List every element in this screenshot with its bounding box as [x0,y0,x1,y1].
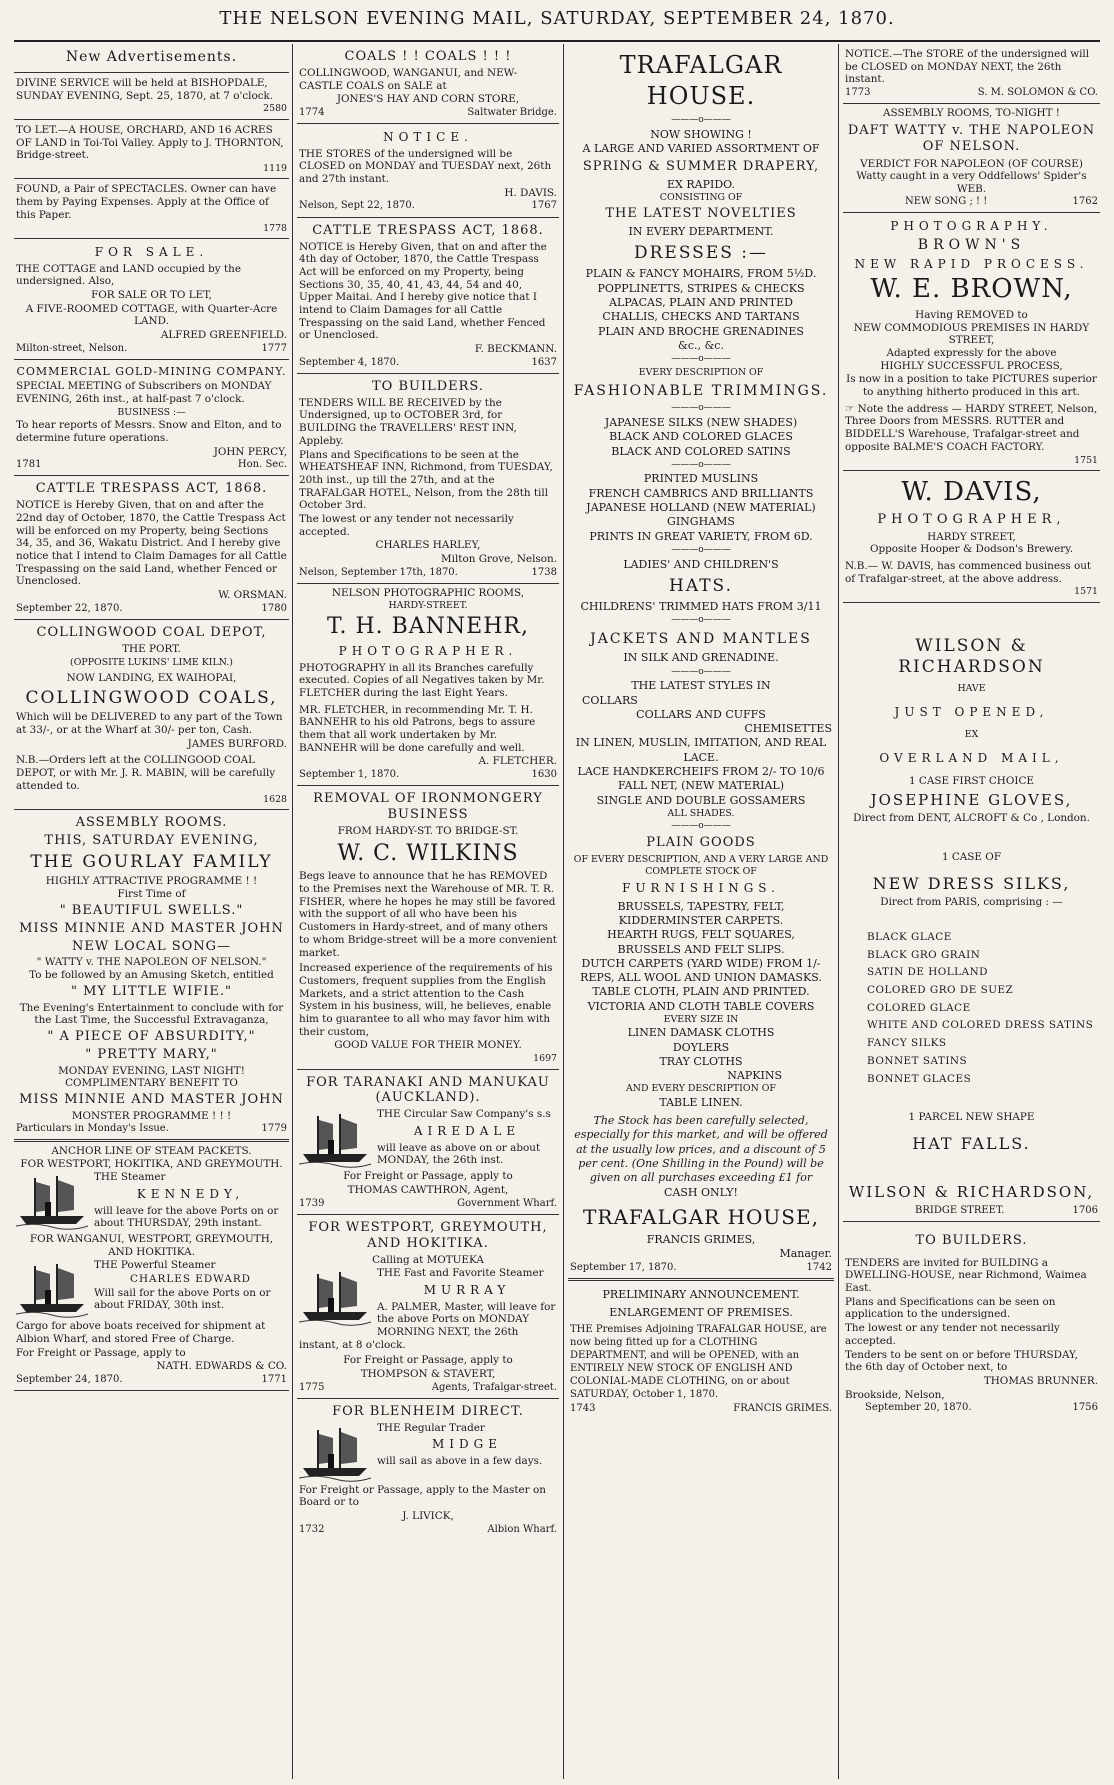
ad-coals: COALS ! ! COALS ! ! ! COLLINGWOOD, WANGANUI, and NEW-CASTLE COALS on SALE at JONES'S HAY AND CORN STORE, 1774 Saltwater Bridge. [297,44,559,124]
ad-notice-solomon: NOTICE.—The STORE of the undersigned will be CLOSED on MONDAY NEXT, the 26th instant. 1773 S. M. SOLOMON & CO. [843,44,1100,104]
ad-westport-murray: FOR WESTPORT, GREYMOUTH, AND HOKITIKA. Calling at MOTUEKA THE Fast and Favorite Steamer MURRAY A. PALMER, Master, will leave for the above Ports on MONDAY MORNING NEXT, the 26th instant, at 8 o'clock. For Freight or Passage, apply to THOMPSON & STAVERT, 1775 Agents, Trafalgar-street. [297,1215,559,1399]
ad-gold-mining: COMMERCIAL GOLD-MINING COMPANY. SPECIAL MEETING of Subscribers on MONDAY EVENING, 26th inst., at half-past 7 o'clock. BUSINESS :— To hear reports of Messrs. Snow and Elton, and to determine future operations. JOHN PERCY, 1781 Hon. Sec. [14,360,289,477]
ad-anchor-line: ANCHOR LINE OF STEAM PACKETS. FOR WESTPORT, HOKITIKA, AND GREYMOUTH. THE Steamer KENNEDY, will leave for the above Ports on or about THURSDAY, 29th instant. FOR WANGANUI, WESTPORT, GREYMOUTH, AND HOKITIKA. THE Powerful Steamer CHARLES EDWARD Will sail for the above Ports on or about FRIDAY, 30th inst. Cargo for above boats received for shipment at Albion Wharf, and stored Free of Charge. For Freight or Passage, apply to NATH. EDWARDS & CO. September 24, 1870. 1771 [14,1142,289,1391]
silk-item: COLORED GLACE [867,1001,971,1014]
ad-for-sale: FOR SALE. THE COTTAGE and LAND occupied by the undersigned. Also, FOR SALE OR TO LET, A FIVE-ROOMED COTTAGE, with Quarter-Acre LAND. ALFRED GREENFIELD. Milton-street, Nelson. 1777 [14,239,289,360]
ad-wilson-richardson: WILSON & RICHARDSON HAVE JUST OPENED, EX OVERLAND MAIL, 1 CASE FIRST CHOICE JOSEPHINE GLOVES, Direct from DENT, ALCROFT & Co , London. 1 CASE OF NEW DRESS SILKS, Direct from PARIS, comprising : — BLACK GLACE BLACK GRO GRAIN SATIN DE HOLLAND COLORED GRO DE SUEZ COLORED GLACE WHITE AND COLORED DRESS SATINS FANCY SILKS BONNET SATINS BONNET GLACES 1 PARCEL NEW SHAPE HAT FALLS. WILSON & RICHARDSON, BRIDGE STREET. 1706 [843,603,1100,1222]
steamship-icon [16,1172,88,1230]
silk-item: BLACK GRO GRAIN [867,948,981,961]
masthead: THE NELSON EVENING MAIL, SATURDAY, SEPTEMBER 24, 1870. [219,8,895,29]
silk-item: BLACK GLACE [867,931,952,943]
steamship-icon [299,1424,371,1482]
silk-item: BONNET GLACES [867,1072,972,1085]
steamship-icon [16,1260,88,1318]
section-header: New Advertisements. [14,44,289,73]
ad-cattle-trespass: CATTLE TRESPASS ACT, 1868. NOTICE is Hereby Given, that on and after the 22nd day of October, 1870, the Cattle Trespass Act will be enforced on my Property, being Sections 34, 35, and 36, Wakatu District. And I hereby give notice that I intend to Claim Damages for all Cattle Trespassing on the said Land, whether Fenced or Unenclosed. W. ORSMAN. September 22, 1870. 1780 [14,476,289,620]
silk-item: WHITE AND COLORED DRESS SATINS [867,1019,1094,1032]
steamship-icon [299,1268,371,1326]
column-1 [14,44,289,1779]
ad-assembly-tonight: ASSEMBLY ROOMS, TO-NIGHT ! DAFT WATTY v. THE NAPOLEON OF NELSON. VERDICT FOR NAPOLEON (OF COURSE) Watty caught in a very Oddfellows' Spider's WEB. NEW SONG ; ! ! 1762 [843,104,1100,213]
ad-divine-service: DIVINE SERVICE will be held at BISHOPDALE, SUNDAY EVENING, Sept. 25, 1870, at 7 o'clock. 2580 [14,73,289,120]
ad-notice-davis: NOTICE. THE STORES of the undersigned will be CLOSED on MONDAY and TUESDAY next, 26th and 27th instant. H. DAVIS. Nelson, Sept 22, 1870. 1767 [297,124,559,218]
steamship-icon [299,1110,371,1168]
ad-assembly-rooms: ASSEMBLY ROOMS. THIS, SATURDAY EVENING, THE GOURLAY FAMILY HIGHLY ATTRACTIVE PROGRAMME ! ! First Time of " BEAUTIFUL SWELLS." MISS MINNIE AND MASTER JOHN NEW LOCAL SONG— " WATTY v. THE NAPOLEON OF NELSON." To be followed by an Amusing Sketch, entitled " MY LITTLE WIFIE." The Evening's Entertainment to conclude with for the Last Time, the Successful Extravaganza, " A PIECE OF ABSURDITY," " PRETTY MARY," MONDAY EVENING, LAST NIGHT! COMPLIMENTARY BENEFIT TO MISS MINNIE AND MASTER JOHN MONSTER PROGRAMME ! ! ! Particulars in Monday's Issue. 1779 [14,810,289,1142]
ad-to-builders-brunner: TO BUILDERS. TENDERS are invited for BUILDING a DWELLING-HOUSE, near Richmond, Waimea East. Plans and Specifications can be seen on application to the undersigned. The lowest or any tender not necessarily accepted. Tenders to be sent on or before THURSDAY, the 6th day of October next, to THOMAS BRUNNER. Brookside, Nelson, September 20, 1870. 1756 [845,1232,1098,1414]
ad-cattle-trespass-2: CATTLE TRESPASS ACT, 1868. NOTICE is Hereby Given, that on and after the 4th day of October, 1870, the Cattle Trespass Act will be enforced on my Property, being Sections 30, 35, 40, 41, 43, 44, 54 and 40, Upper Maitai. And I hereby give notice that I intend to Claim Damages for all Cattle Trespassing on the said Land, whether Fenced or Unenclosed. F. BECKMANN. September 4, 1870. 1637 [297,218,559,374]
column-3 [568,44,834,1779]
ad-davis-photographer: W. DAVIS, PHOTOGRAPHER, HARDY STREET, Opposite Hooper & Dodson's Brewery. N.B.— W. DAVIS, has commenced business out of Trafalgar-street, at the above address. 1571 [843,471,1100,603]
silk-item: SATIN DE HOLLAND [867,966,989,979]
silk-item: COLORED GRO DE SUEZ [867,984,1014,997]
ad-to-let: TO LET.—A HOUSE, ORCHARD, AND 16 ACRES OF LAND in Toi-Toi Valley. Apply to J. THORNTON, Bridge-street. 1119 [14,120,289,180]
ad-blenheim: FOR BLENHEIM DIRECT. THE Regular Trader MIDGE will sail as above in a few days. For Freight or Passage, apply to the Master on Board or to J. LIVICK, 1732 Albion Wharf. [299,1403,557,1535]
ad-photography-brown: PHOTOGRAPHY. BROWN'S NEW RAPID PROCESS. W. E. BROWN, Having REMOVED to NEW COMMODIOUS PREMISES IN HARDY STREET, Adapted expressly for the above HIGHLY SUCCESSFUL PROCESS, Is now in a position to take PICTURES superior to anything hitherto produced in this art. ☞ Note the address — HARDY STREET, Nelson, Three Doors from MESSRS. RUTTER and BIDDELL'S Warehouse, Trafalgar-street and opposite BALME'S COACH FACTORY. 1751 [843,213,1100,471]
ad-photographic-rooms: NELSON PHOTOGRAPHIC ROOMS, HARDY-STREET. T. H. BANNEHR, PHOTOGRAPHER. PHOTOGRAPHY in all its Branches carefully executed. Copies of all Negatives taken by Mr. FLETCHER during the last Eight Years. MR. FLETCHER, in recommending Mr. T. H. BANNEHR to his old Patrons, begs to assure them that all work undertaken by Mr. BANNEHR will be done carefully and well. A. FLETCHER. September 1, 1870. 1630 [297,584,559,786]
silk-item: BONNET SATINS [867,1054,968,1067]
column-divider [838,44,839,1779]
ad-taranaki: FOR TARANAKI AND MANUKAU (AUCKLAND). THE Circular Saw Company's s.s AIREDALE will leave as above on or about MONDAY, the 26th inst. For Freight or Passage, apply to THOMAS CAWTHRON, Agent, 1739 Government Wharf. [297,1070,559,1215]
column-4 [843,44,1100,1779]
ad-found: FOUND, a Pair of SPECTACLES. Owner can have them by Paying Expenses. Apply at the Office of this Paper. 1778 [14,179,289,239]
ad-ironmongery-removal: REMOVAL OF IRONMONGERY BUSINESS FROM HARDY-ST. TO BRIDGE-ST. W. C. WILKINS Begs leave to announce that he has REMOVED to the Premises next the Warehouse of MR. T. R. FISHER, where he hopes he may still be favored with the support of all who have been his Customers in Hardy-street, and of many others to whom Bridge-street will be a more convenient market. Increased experience of the requirements of his Customers, frequent supplies from the English Markets, and a strict attention to the Cash System in his business, will, he believes, enable him to guarantee to all who may favor him with their custom, GOOD VALUE FOR THEIR MONEY. 1697 [297,786,559,1069]
ad-preliminary-announcement: PRELIMINARY ANNOUNCEMENT. ENLARGEMENT OF PREMISES. THE Premises Adjoining TRAFALGAR HOUSE, are now being fitted up for a CLOTHING DEPARTMENT, and will be OPENED, with an ENTIRELY NEW STOCK OF ENGLISH AND COLONIAL-MADE CLOTHING, on or about SATURDAY, October 1, 1870. 1743 FRANCIS GRIMES. [570,1288,832,1414]
silk-item: FANCY SILKS [867,1037,947,1050]
ad-trafalgar-house: TRAFALGAR HOUSE. ———o——— NOW SHOWING ! A LARGE AND VARIED ASSORTMENT OF SPRING & SUMMER DRAPERY, EX RAPIDO. CONSISTING OF THE LATEST NOVELTIES IN EVERY DEPARTMENT. DRESSES :— PLAIN & FANCY MOHAIRS, FROM 5½D. POPPLINETTS, STRIPES & CHECKS ALPACAS, PLAIN AND PRINTED CHALLIS, CHECKS AND TARTANS PLAIN AND BROCHE GRENADINES &c., &c. ———o——— EVERY DESCRIPTION OF FASHIONABLE TRIMMINGS. ———o——— JAPANESE SILKS (NEW SHADES) BLACK AND COLORED GLACES BLACK AND COLORED SATINS ———o——— PRINTED MUSLINS FRENCH CAMBRICS AND BRILLIANTS JAPANESE HOLLAND (NEW MATERIAL) GINGHAMS PRINTS IN GREAT VARIETY, FROM 6D. ———o——— LADIES' AND CHILDREN'S HATS. CHILDRENS' TRIMMED HATS FROM 3/11 ———o——— JACKETS AND MANTLES IN SILK AND GRENADINE. ———o——— THE LATEST STYLES IN COLLARS COLLARS AND CUFFS CHEMISETTES IN LINEN, MUSLIN, IMITATION, AND REAL LACE. LACE HANDKERCHEIFS FROM 2/- TO 10/6 FALL NET, (NEW MATERIAL) SINGLE AND DOUBLE GOSSAMERS ALL SHADES. ———o——— PLAIN GOODS OF EVERY DESCRIPTION, AND A VERY LARGE AND COMPLETE STOCK OF FURNISHINGS. BRUSSELS, TAPESTRY, FELT, KIDDERMINSTER CARPETS. HEARTH RUGS, FELT SQUARES, BRUSSELS AND FELT SLIPS. DUTCH CARPETS (YARD WIDE) FROM 1/- REPS, ALL WOOL AND UNION DAMASKS. TABLE CLOTH, PLAIN AND PRINTED. VICTORIA AND CLOTH TABLE COVERS EVERY SIZE IN LINEN DAMASK CLOTHS DOYLERS TRAY CLOTHS NAPKINS AND EVERY DESCRIPTION OF TABLE LINEN. The Stock has been carefully selected, especially for this market, and will be offered at the usually low prices, and a discount of 5 per cent. (One Shilling in the Pound) will be given on all purchases exceeding £1 for CASH ONLY! TRAFALGAR HOUSE, FRANCIS GRIMES, Manager. September 17, 1870. 1742 [568,44,834,1281]
column-divider [563,44,564,1779]
column-divider [292,44,293,1779]
ad-to-builders: TO BUILDERS. TENDERS WILL BE RECEIVED by the Undersigned, up to OCTOBER 3rd, for BUILDING the TRAVELLERS' REST INN, Appleby. Plans and Specifications to be seen at the WHEATSHEAF INN, Richmond, from TUESDAY, 20th inst., up till the 27th, and at the TRAFALGAR HOTEL, Nelson, from the 28th till October 3rd. The lowest or any tender not necessarily accepted. CHARLES HARLEY, Milton Grove, Nelson. Nelson, September 17th, 1870. 1738 [297,374,559,584]
ad-coal-depot: COLLINGWOOD COAL DEPOT, THE PORT. (OPPOSITE LUKINS' LIME KILN.) NOW LANDING, EX WAIHOPAI, COLLINGWOOD COALS, Which will be DELIVERED to any part of the Town at 33/-, or at the Wharf at 30/- per ton, Cash. JAMES BURFORD. N.B.—Orders left at the COLLINGOOD COAL DEPOT, or with Mr. J. R. MABIN, will be carefully attended to. 1628 [14,620,289,810]
masthead-rule [14,40,1100,42]
column-2 [297,44,559,1779]
